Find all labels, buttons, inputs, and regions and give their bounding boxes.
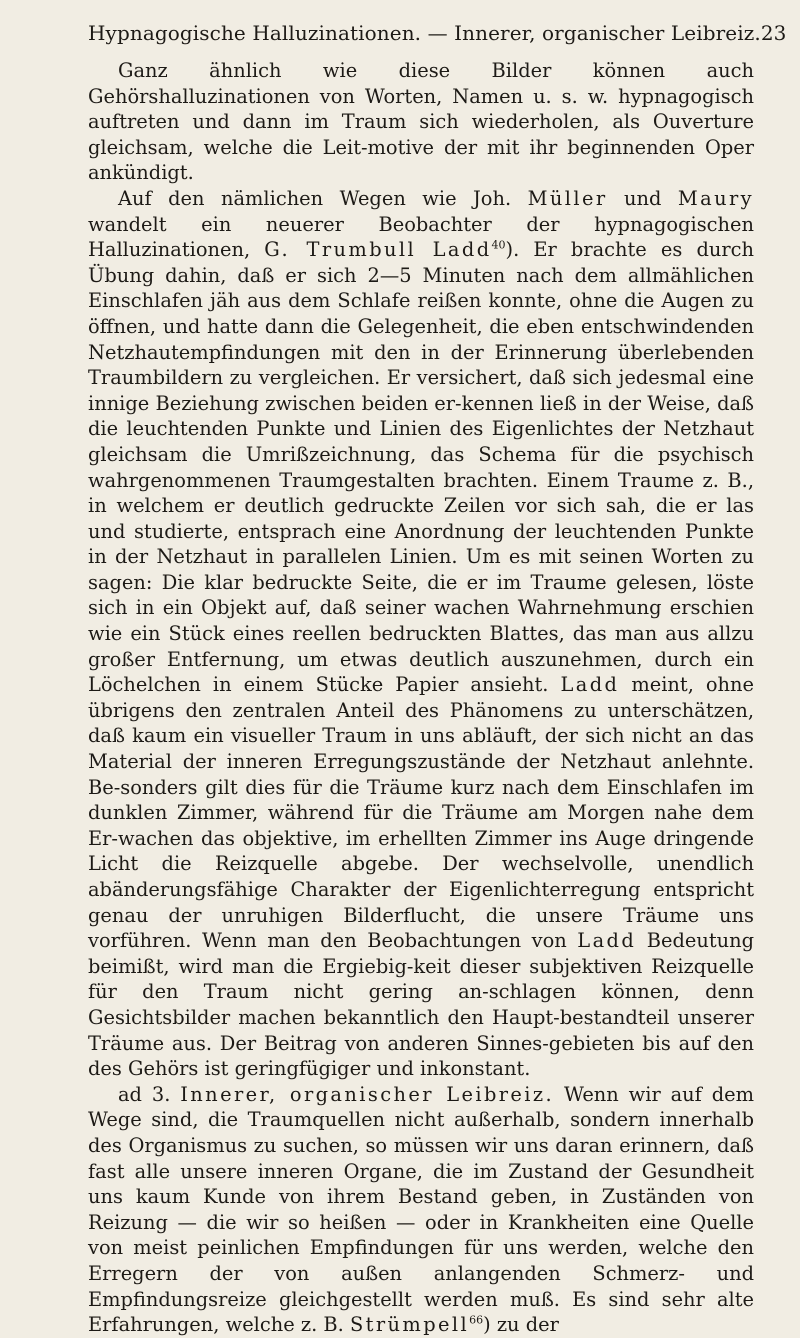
author-muller: Müller — [527, 186, 608, 210]
text-run: meint, ohne übrigens den zentralen Anteil des Phänomens zu unterschätzen, daß kaum ein visueller Traum in uns abläuft, der sich nicht an das Material der inneren Erregungszustände der Netzhaut anlehnte. Be-sonders gilt dies für die Träume kurz nach dem Einschlafen im dunklen Zimmer, während für die Träume am Morgen nahe dem Er-wachen das objektive, im erhellten Zimmer ins Auge dringende Licht die Reizquelle abgebe. Der wechselvolle, unendlich abänderungsfähige Charakter der Eigenlichterregung entspricht genau der unruhigen Bilderflucht, die unsere Träume uns vorführen. Wenn man den Beobachtungen von — [88, 673, 754, 953]
text-run: Auf den nämlichen Wegen wie Joh. — [118, 186, 528, 210]
text-run: Wenn wir auf dem Wege sind, die Traumquellen nicht außerhalb, sondern innerhalb des Organismus zu suchen, so müssen wir uns daran erinnern, daß fast alle unsere inneren Organe, die im Zustand der Gesundheit uns kaum Kunde von ihrem Bestand geben, in Zuständen von Reizung — die wir so heißen — oder in Krankheiten eine Quelle von meist peinlichen Empfindungen für uns werden, welche den Erregern der von außen anlangenden Schmerz- und Empfindungsreize gleichgestellt werden muß. Es sind sehr alte Erfahrungen, welche z. B. — [88, 1082, 754, 1337]
body-text — [88, 58, 754, 1338]
author-trumbull-ladd: G. Trumbull Ladd — [264, 238, 492, 262]
text-run: ). Er brachte es durch Übung dahin, daß er sich 2—5 Minuten nach dem allmählichen Einschlafen jäh aus dem Schlafe reißen konnte, ohne die Augen zu öffnen, und hatte dann die Gelegenheit, die eben entschwindenden Netzhautempfindungen mit den in der Erinnerung überlebenden Traumbildern zu vergleichen. Er versichert, daß sich jedesmal eine innige Beziehung zwischen beiden er-kennen ließ in der Weise, daß die leuchtenden Punkte und Linien des Eigenlichtes der Netzhaut gleichsam die Umrißzeichnung, das Schema für die psychisch wahrgenommenen Traumgestalten brachten. Einem Traume z. B., in welchem er deutlich gedruckte Zeilen vor sich sah, die er las und studierte, entsprach eine Anordnung der leuchtenden Punkte in der Netzhaut in parallelen Linien. Um es mit seinen Worten zu sagen: Die klar bedruckte Seite, die er im Traume gelesen, löste sich in ein Objekt auf, daß seiner wachen Wahrnehmung erschien wie ein Stück eines reellen bedruckten Blattes, das man aus allzu großer Entfernung, um etwas deutlich auszunehmen, durch ein Löchelchen in einem Stücke Papier ansieht. — [88, 238, 754, 697]
footnote-ref: 66 — [469, 1313, 484, 1327]
author-maury: Maury — [677, 186, 754, 210]
text-run: Bedeutung beimißt, wird man die Ergiebig-keit dieser subjektiven Reizquelle für den Traum nicht gering an-schlagen können, denn Gesichtsbilder machen bekanntlich den Haupt-bestandteil unserer Träume aus. Der Beitrag von anderen Sinnes-gebieten bis auf den des Gehörs ist geringfügiger und inkonstant. — [88, 929, 754, 1081]
text-run: wandelt ein neuerer Beobachter der hypnagogischen Halluzinationen, — [88, 212, 754, 262]
text-run: ad 3. — [118, 1082, 181, 1106]
paragraph-auditory-hallucinations: Ganz ähnlich wie diese Bilder können auch Gehörshalluzinationen von Worten, Namen u. s. w. hypnagogisch auftreten und dann im Traum sich wiederholen, als Ouverture gleichsam, welche die Leit-motive der mit ihr beginnenden Oper ankündigt. — [88, 59, 754, 185]
paragraph-organic-stimulus — [88, 1082, 754, 1338]
section-heading: Innerer, organischer Leibreiz. — [180, 1082, 555, 1106]
page-number: 23 — [760, 21, 787, 45]
author-ladd: Ladd — [560, 673, 620, 697]
text-run: ) zu der — [483, 1313, 559, 1337]
author-ladd: Ladd — [577, 929, 637, 953]
author-strumpell: Strümpell — [349, 1313, 470, 1337]
running-header — [88, 20, 787, 46]
running-title: Hypnagogische Halluzinationen. — Innerer, organischer Leibreiz. — [88, 21, 761, 45]
paragraph-ladd-observations — [88, 186, 754, 1082]
text-run: und — [607, 186, 678, 210]
footnote-ref: 40 — [491, 238, 506, 252]
